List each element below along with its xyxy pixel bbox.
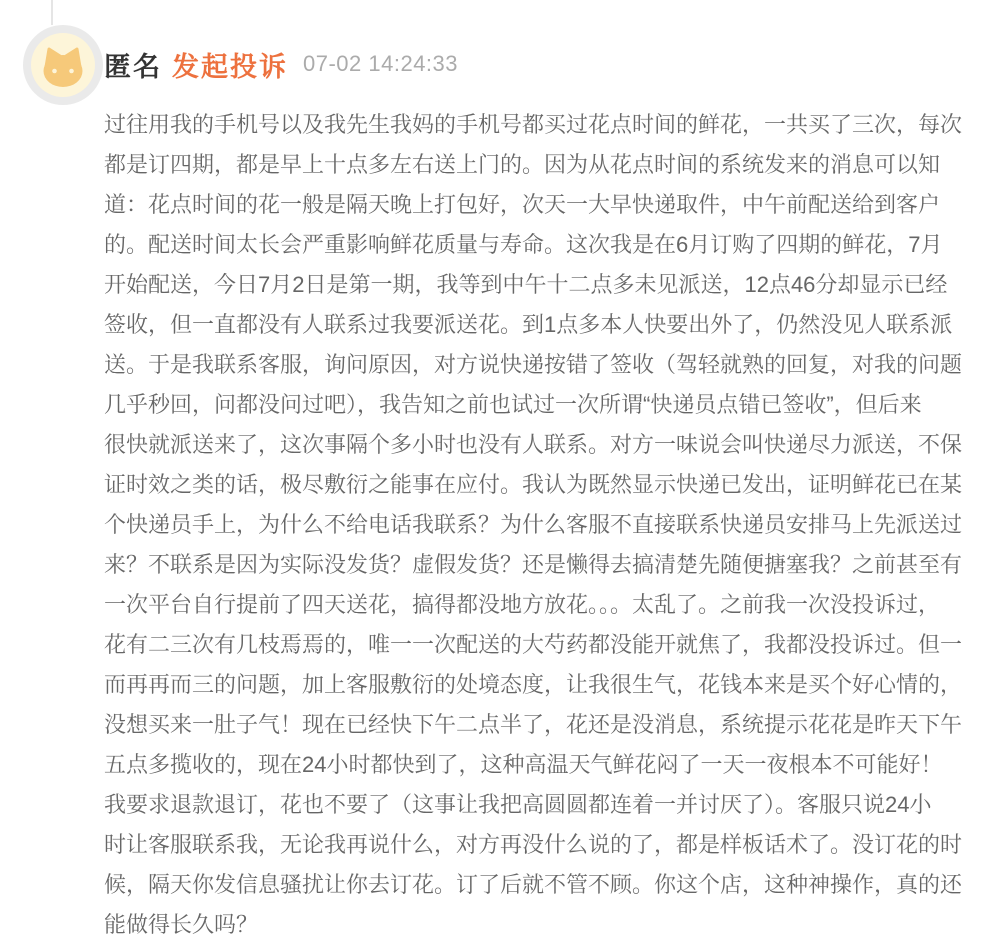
body-text-line: 几乎秒回，问都没问过吧），我告知之前也试过一次所谓“快递员点错已签收”，但后来 [104, 392, 922, 417]
body-text-line: 送。于是我联系客服，询问原因，对方说快递按错了签收（驾轻就熟的回复，对我的问题 [104, 352, 963, 377]
body-text-line: 能做得长久吗？ [104, 912, 259, 937]
body-text-line: 都是订四期，都是早上十点多左右送上门的。因为从花点时间的系统发来的消息可以知 [104, 152, 941, 177]
body-text-line: 的。配送时间太长会严重影响鲜花质量与寿命。这次我是在6月订购了四期的鲜花，7月 [104, 232, 943, 257]
action-label: 发起投诉 [172, 51, 288, 82]
body-text-line: 签收，但一直都没有人联系过我要派送花。到1点多本人快要出外了，仍然没见人联系派 [104, 312, 953, 337]
body-text-line: 个快递员手上，为什么不给电话我联系？为什么客服不直接联系快递员安排马上先派送过 [104, 512, 963, 537]
complaint-body [104, 105, 976, 945]
body-text-line: 没想买来一肚子气！现在已经快下午二点半了，花还是没消息，系统提示花花是昨天下午 [104, 712, 963, 737]
body-text-line: 证时效之类的话，极尽敷衍之能事在应付。我认为既然显示快递已发出，证明鲜花已在某 [104, 472, 963, 497]
post-header [104, 48, 458, 80]
body-text-line: 我要求退款退订，花也不要了（这事让我把高圆圆都连着一并讨厌了）。客服只说24小 [104, 792, 932, 817]
avatar[interactable] [23, 25, 103, 105]
body-text-line: 一次平台自行提前了四天送花，搞得都没地方放花。。。太乱了。之前我一次没投诉过， [104, 592, 941, 617]
body-text-line: 很快就派送来了，这次事隔个多小时也没有人联系。对方一味说会叫快递尽力派送，不保 [104, 432, 963, 457]
body-text-line: 时让客服联系我，无论我再说什么，对方再没什么说的了，都是样板话术了。没订花的时 [104, 832, 963, 857]
body-text-line: 候，隔天你发信息骚扰让你去订花。订了后就不管不顾。你这个店，这种神操作，真的还 [104, 872, 963, 897]
username[interactable]: 匿名 [104, 51, 162, 82]
body-text-line: 而再再而三的问题，加上客服敷衍的处境态度，让我很生气，花钱本来是买个好心情的， [104, 672, 963, 697]
timestamp: 07-02 14:24:33 [303, 51, 459, 76]
body-text-line: 道：花点时间的花一般是隔天晚上打包好，次天一大早快递取件，中午前配送给到客户 [104, 192, 941, 217]
body-text-line: 五点多揽收的，现在24小时都快到了，这种高温天气鲜花闷了一天一夜根本不可能好！ [104, 752, 943, 777]
cat-icon [31, 33, 95, 97]
body-text-line: 花有二三次有几枝焉焉的，唯一一次配送的大芍药都没能开就焦了，我都没投诉过。但一 [104, 632, 963, 657]
body-text-line: 过往用我的手机号以及我先生我妈的手机号都买过花点时间的鲜花，一共买了三次，每次 [104, 112, 963, 137]
body-text-line: 开始配送，今日7月2日是第一期，我等到中午十二点多未见派送，12点46分却显示已经 [104, 272, 948, 297]
body-text-line: 来？不联系是因为实际没发货？虚假发货？还是懒得去搞清楚先随便搪塞我？之前甚至有 [104, 552, 963, 577]
timeline-connector-line [51, 0, 53, 25]
